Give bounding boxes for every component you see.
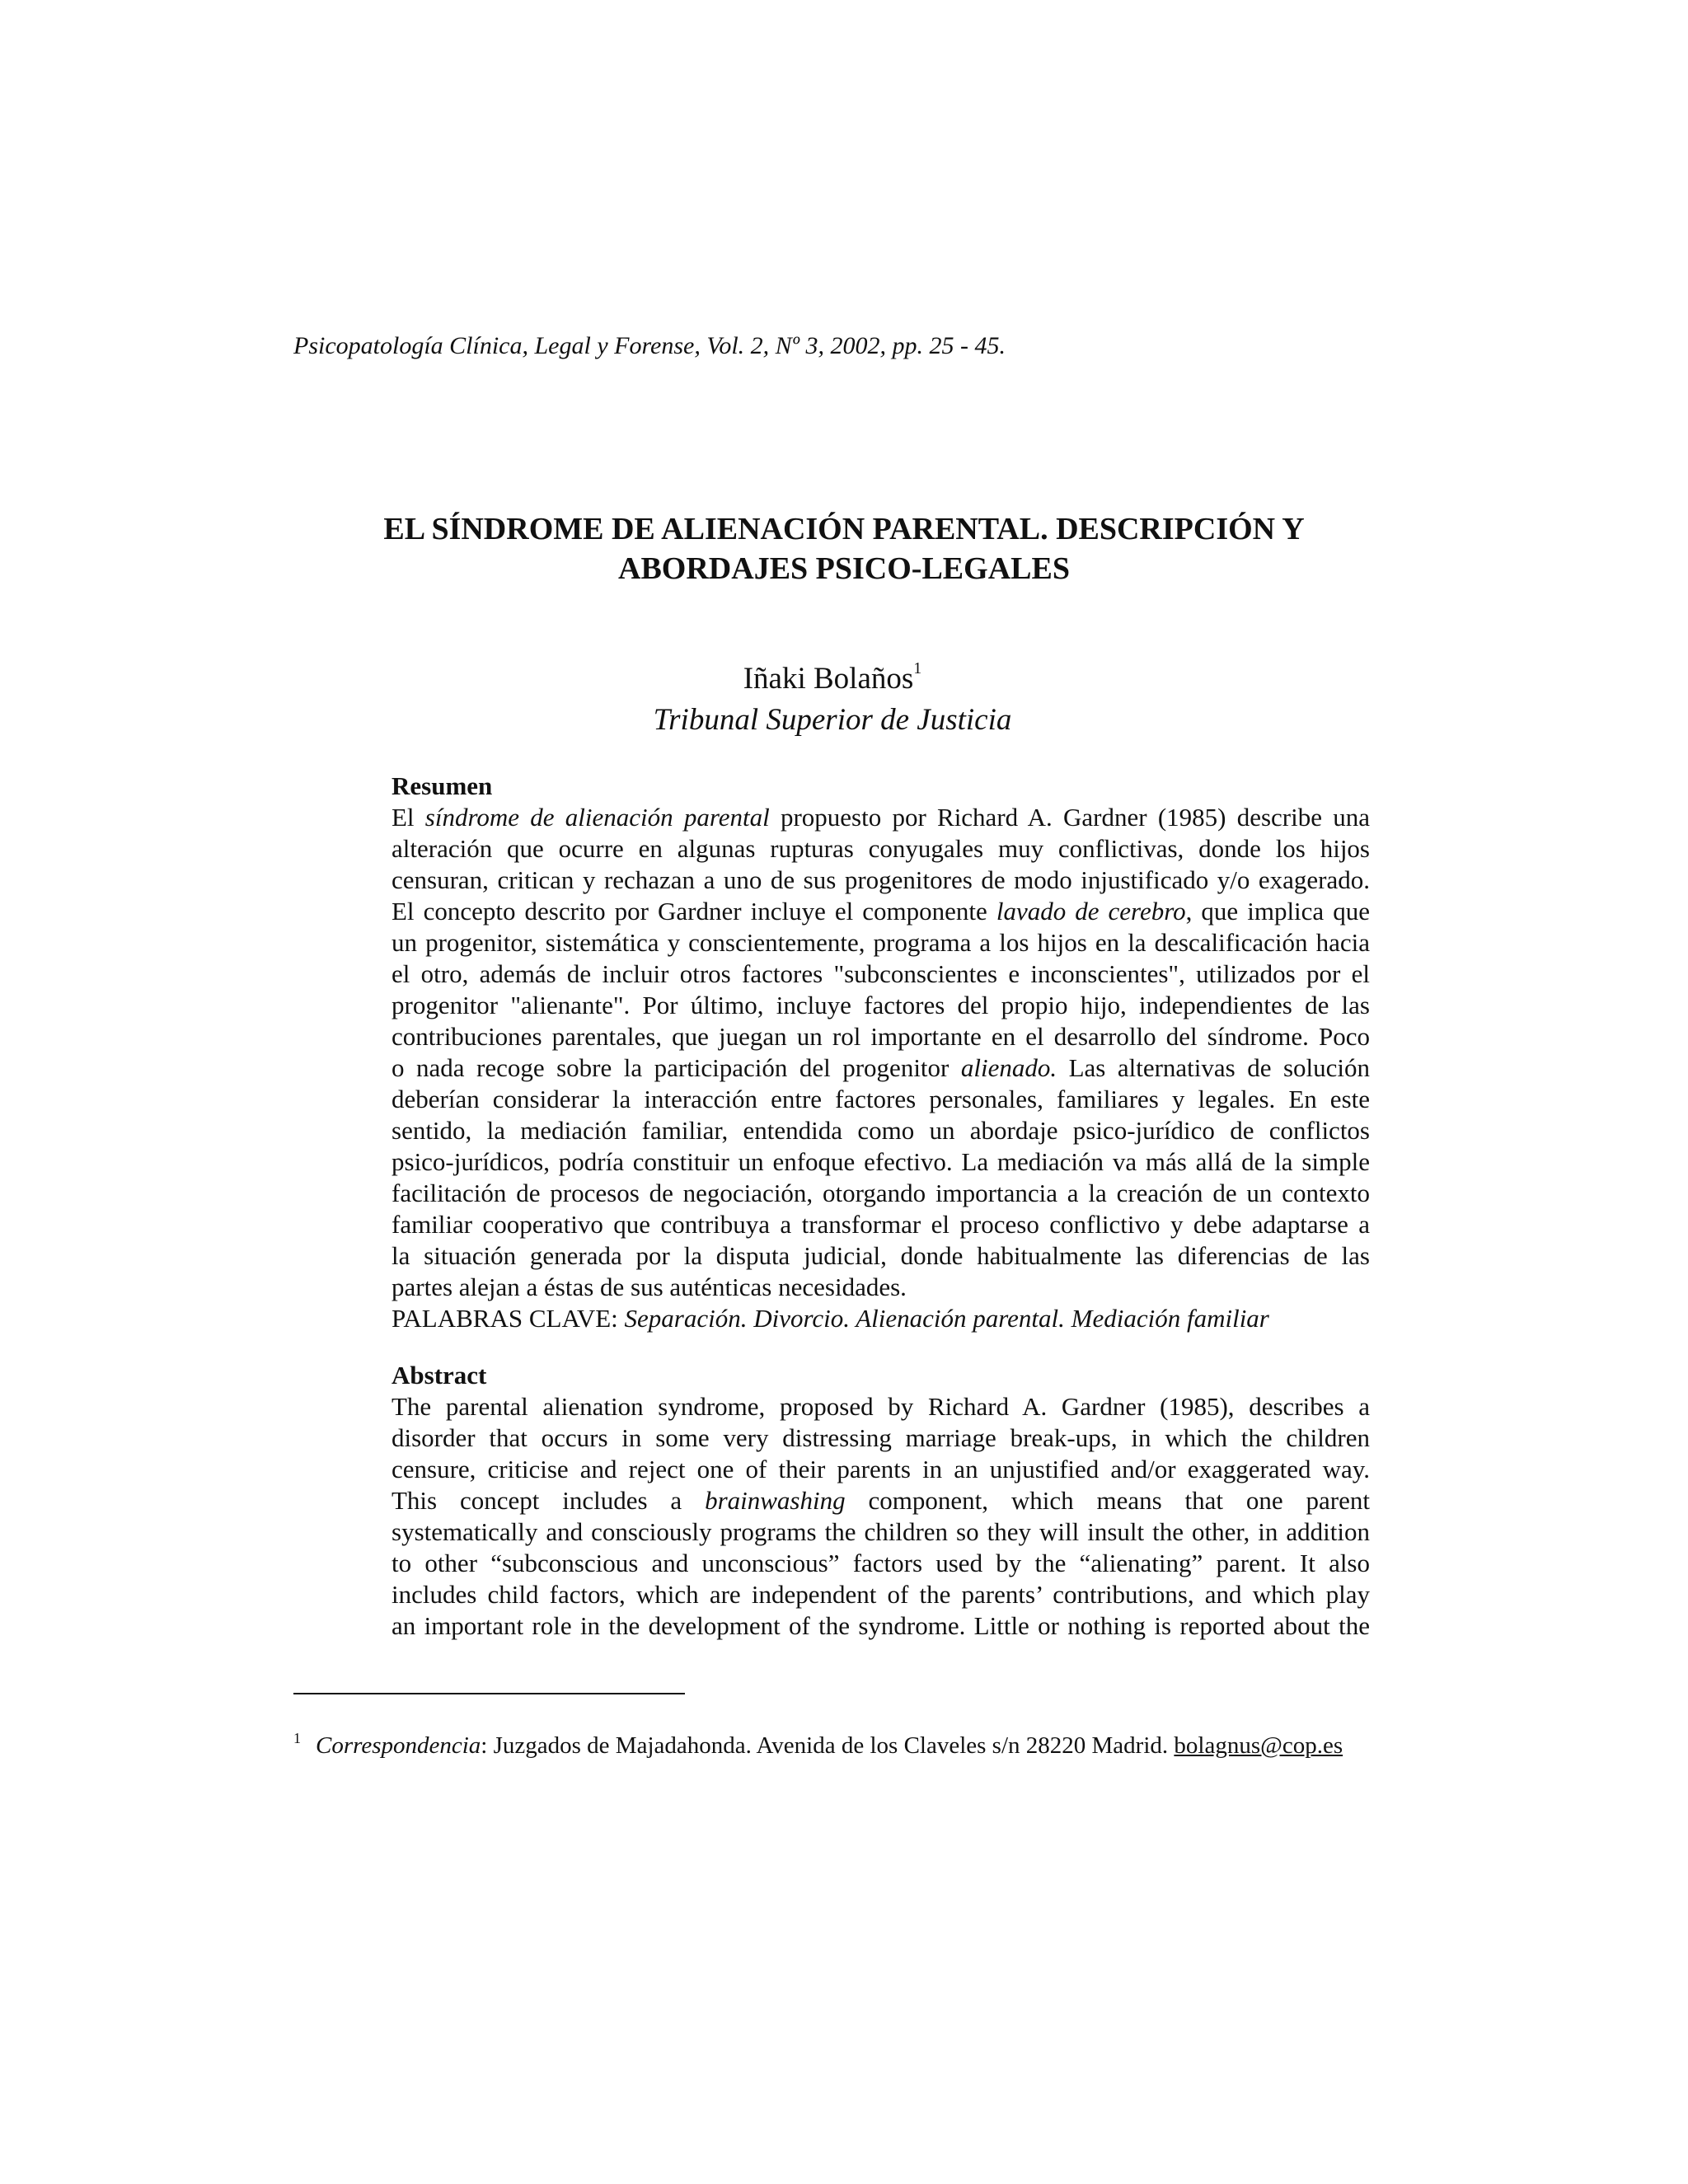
footnote-marker: 1 xyxy=(293,1730,301,1746)
resumen-line-4-italic: lavado de cerebro xyxy=(996,897,1186,926)
resumen-line-9-prefix: o nada recoge sobre la participación del progenitor xyxy=(392,1053,961,1082)
abstract-heading: Abstract xyxy=(392,1361,487,1390)
abstract-line-5: systematically and consciously programs the children so they will insult the other, in addition xyxy=(392,1517,1370,1546)
resumen-line-3: censuran, critican y rechazan a uno de sus progenitores de modo injustificado y/o exagerado. xyxy=(392,865,1370,894)
footnote-separator xyxy=(293,1693,685,1694)
resumen-line-6: el otro, además de incluir otros factores "subconscientes e inconscientes", utilizados por el xyxy=(392,959,1370,988)
resumen-line-4-suffix: , que implica que xyxy=(1185,897,1370,926)
abstract-line-4-italic: brainwashing xyxy=(705,1486,846,1515)
footnote-label: Correspondencia xyxy=(316,1732,481,1759)
resumen-line-9-suffix: Las alternativas de solución xyxy=(1057,1053,1370,1082)
resumen-line-4-prefix: El concepto descrito por Gardner incluye el componente xyxy=(392,897,996,926)
author-footnote-marker[interactable]: 1 xyxy=(913,659,922,677)
resumen-line-16: partes alejan a éstas de sus auténticas necesidades. xyxy=(392,1272,907,1301)
paper-title xyxy=(251,509,1437,588)
author-affiliation: Tribunal Superior de Justicia xyxy=(653,703,1012,737)
abstract-line-3: censure, criticise and reject one of their parents in an unjustified and/or exaggerated way. xyxy=(392,1455,1370,1483)
abstract-line-4-prefix: This concept includes a xyxy=(392,1486,706,1515)
resumen-line-12: psico-jurídicos, podría constituir un enfoque efectivo. La mediación va más allá de la simple xyxy=(392,1147,1370,1176)
resumen-line-14: familiar cooperativo que contribuya a transformar el proceso conflictivo y debe adaptarse a xyxy=(392,1210,1370,1239)
paper-title-line-2: ABORDAJES PSICO-LEGALES xyxy=(618,551,1070,586)
abstract-line-6: to other “subconscious and unconscious” factors used by the “alienating” parent. It also xyxy=(392,1549,1370,1577)
abstract-line-4-suffix: component, which means that one parent xyxy=(845,1486,1370,1515)
correspondence-email-link[interactable]: bolagnus@cop.es xyxy=(1174,1732,1343,1759)
footnote xyxy=(293,1722,1373,1761)
resumen-line-1 xyxy=(392,802,1370,833)
resumen-line-11: sentido, la mediación familiar, entendida como un abordaje psico-jurídico de conflictos xyxy=(392,1116,1370,1145)
resumen-line-7: progenitor "alienante". Por último, incluye factores del propio hijo, independientes de las xyxy=(392,991,1370,1019)
resumen-line-15: la situación generada por la disputa judicial, donde habitualmente las diferencias de las xyxy=(392,1241,1370,1270)
keywords: Separación. Divorcio. Alienación parental. Mediación familiar xyxy=(624,1304,1269,1333)
keywords-line xyxy=(392,1303,1370,1334)
footnote-text: : Juzgados de Majadahonda. Avenida de los Claveles s/n 28220 Madrid. xyxy=(481,1732,1175,1759)
resumen-line-1-suffix: propuesto por Richard A. Gardner (1985) describe una xyxy=(769,803,1370,832)
resumen-line-9 xyxy=(392,1052,1370,1084)
journal-citation: Psicopatología Clínica, Legal y Forense, Vol. 2, Nº 3, 2002, pp. 25 - 45. xyxy=(293,332,1006,359)
resumen-line-4 xyxy=(392,896,1370,927)
abstract-line-1: The parental alienation syndrome, proposed by Richard A. Gardner (1985), describes a xyxy=(392,1392,1370,1421)
resumen-line-5: un progenitor, sistemática y conscientemente, programa a los hijos en la descalificación hacia xyxy=(392,928,1370,957)
resumen-section xyxy=(392,771,1370,1334)
resumen-line-1-prefix: El xyxy=(392,803,425,832)
resumen-line-2: alteración que ocurre en algunas rupturas conyugales muy conflictivas, donde los hijos xyxy=(392,834,1370,863)
resumen-line-8: contribuciones parentales, que juegan un rol importante en el desarrollo del síndrome. Poco xyxy=(392,1022,1370,1051)
keywords-label: PALABRAS CLAVE: xyxy=(392,1304,625,1333)
abstract-line-2: disorder that occurs in some very distressing marriage break-ups, in which the children xyxy=(392,1423,1370,1452)
author-name: Iñaki Bolaños xyxy=(743,662,914,696)
author-name-block xyxy=(462,659,1203,699)
resumen-line-13: facilitación de procesos de negociación, otorgando importancia a la creación de un contexto xyxy=(392,1179,1370,1207)
resumen-line-10: deberían considerar la interacción entre factores personales, familiares y legales. En este xyxy=(392,1085,1370,1113)
abstract-line-8: an important role in the development of the syndrome. Little or nothing is reported about the xyxy=(392,1611,1370,1640)
resumen-heading: Resumen xyxy=(392,771,493,800)
abstract-section xyxy=(392,1360,1370,1642)
resumen-line-1-italic: síndrome de alienación parental xyxy=(424,803,770,832)
paper-title-line-1: EL SÍNDROME DE ALIENACIÓN PARENTAL. DESCRIPCIÓN Y xyxy=(383,512,1305,546)
abstract-line-4 xyxy=(392,1485,1370,1516)
abstract-line-7: includes child factors, which are independent of the parents’ contributions, and which play xyxy=(392,1580,1370,1609)
resumen-line-9-italic: alienado. xyxy=(960,1053,1057,1082)
